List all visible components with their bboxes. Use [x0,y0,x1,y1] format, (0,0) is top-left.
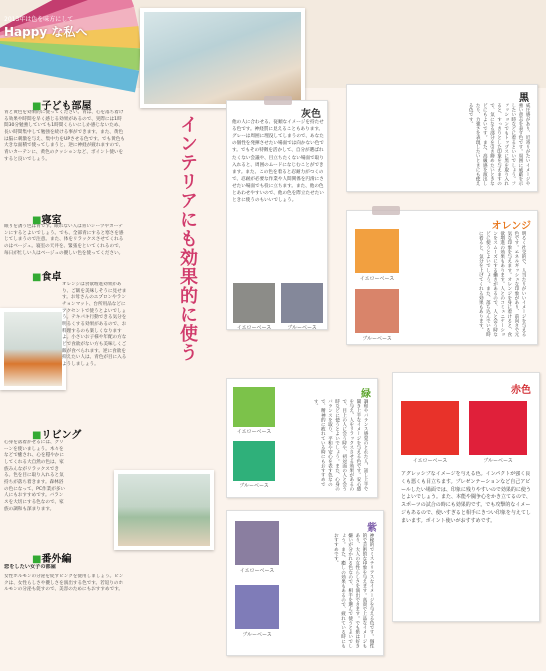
black-label: 黒 [519,93,529,104]
orange-blue-base-label: ブルーベース [362,336,392,342]
red-text: アグレッシブなイメージを与える色。インパクトが強く良くも悪くも目立ちます。プレゼンテーションなど自己アピールしたい場面では、印象に残りやすいので効果的に使うとよいでしょう。また、本能や闘争心をかき立てるので、スポーツの試合の時にも効果的です。でも攻撃的なイメージもあるので、使いすぎると相手にきつい印象を与えてしまいます。ポイント使いがおすすめです。 [401,471,531,524]
green-label: 緑 [361,389,371,400]
black-text: 威圧感があり、近寄りがたいイメージや強い意志を表す色です。周囲に威厳を示したい時などに着るといいでしょう。ファッションでもトップスに黒を取り入れると、すっきりとした印象を与えますので、気になる部分を引き締めたいときなどにもよいです。また、高級感を演出したり、力強さを表現したいときにも使える色です。 [468,103,530,186]
gray-text: 他の人に合わせる、従順なイメージを持たせる色です。神経質に見えることもあります。グレーは周囲に埋没してしまうので、あなたの個性を発揮させたい場面では向かない色です。でもその特徴を活かして、自分が選ばれたくない会議や、目立ちたくない場面で取り入れると、周囲のムードになじむことができます。また、この色を着ると忍耐力がつくので、忍耐が必要な作業や人間関係を円滑にさせたい場面でも役に立ちます。また、他の色とあわせやすいので、他の色を際立たせたいときに使うのもいいでしょう。 [232,120,324,204]
red-card [392,372,540,622]
purple-yellow-base-swatch [235,521,279,565]
dining-text: オレンジは食欲増進効果があり、ご飯を美味しそうに見せます。お母さんのエプロンやランチョンマット、台所用品などにアクセントで使うとよいでしょう。テキパキ行動できる気分を明るくする効果があるので、お料理するのも楽しくなりますよ。小さいお子様や年配の方などで食欲がない方も美味しくご飯が食べられます。逆に食欲を抑えたい人は、青色が目に入るようしましょう。 [62,282,127,367]
orange-yellow-base-label: イエローベース [359,276,395,282]
header-brand: Happy な私へ [4,25,88,39]
living-heading: ■リビング [32,430,82,441]
purple-card [226,510,384,656]
gray-yellow-base-label: イエローベース [236,325,272,331]
orange-card [346,210,538,345]
purple-blue-base-swatch [235,585,279,629]
gray-card [226,100,328,330]
extra-text: 女性ホルモンの分泌を促すピンクを使用しましょう。ピンクは、女性らしさや優しさを演出する色です。若返りのホルモンの分泌も促すので、美容のためにもおすすめです。 [4,574,124,593]
gray-label: 灰色 [301,109,321,120]
green-yellow-base-label: イエローベース [236,429,272,435]
orange-text: 明るく社交的で、人当たりがいいイメージを与える色です。エネルギッシュな印象があり、前向きで元気な印象を与えます。オレンジを身に着けると、食欲増進の効果もあります。人とのコミュニケーションをスムーズにする働きがあるので、人と会う時などに使うとよいでしょう。また、落ち込んでいる時に着ると、気分を上げてくれる効果もあります。 [478,231,526,337]
black-card [346,84,538,192]
gray-blue-base-swatch [281,283,323,323]
header-tagline: 2013年は色を味方にして [4,16,74,23]
paper-clip-decoration [372,206,400,215]
gray-blue-base-label: ブルーベース [287,325,317,331]
green-card [226,378,378,498]
extra-subheading: 恋をしたい女子の部屋 [4,564,56,570]
kids-room-heading: ■子ども部屋 [32,101,92,112]
kids-room-text: 青と黄色を効果的に使ってください。青は、心を落ち着ける効果や時間を早く感じる効果があるので、実際には1時間30分勉強していても1時間くらいにしか感じないため、長い時間集中して勉強を続ける事ができます。また、黄色は脳に刺激を与え、集中力をUPさせる色です。でも黄色も大きな面積で使ってしまうと、逆に神経が疲れますので、青いカーテンに、黄色のクッションなど、ポイント使いをすると良いでしょう。 [4,110,125,162]
extra-heading: ■番外編 [32,554,72,565]
red-blue-base-label: ブルーベース [483,458,513,464]
purple-blue-base-label: ブルーベース [242,632,272,638]
red-yellow-base-label: イエローベース [412,458,448,464]
red-label: 赤色 [511,385,531,396]
paper-clip-decoration [264,96,292,105]
living-text: 心身を落着かせるには、グリーンを使いましょう。木々をなどで癒され、心を穏やかにしてくれる大自然の色は、家族みんながリラックスできる。色を目に取り入れると気持ちが落ち着きます。森林浴の色になって、PC作業が多い人にもおすすめです。バランスを大切にする色なので、家族の調和も深まります。 [4,440,66,512]
purple-yellow-base-label: イエローベース [239,568,275,574]
green-yellow-base-swatch [233,387,275,427]
dining-heading: ■食卓 [32,272,62,283]
page-title: インテリアにも効果的に使う [177,115,198,362]
bedroom-heading: ■寝室 [32,215,62,226]
gray-yellow-base-swatch [233,283,275,323]
dining-photo [0,308,66,390]
green-blue-base-swatch [233,441,275,481]
bedroom-text: 眠りを誘う色は青です。眠れない人は青いシーツやカーテンにするとよいでしょう。でも、全部青にすると寒さを感じてしまうので注意。また、体をリラックスさせてくれるのはベージュ。寝室の天井を、緊張をといてくれるので、毎日が忙しい人はベージュの優しい色を使ってください。 [4,224,124,256]
green-blue-base-label: ブルーベース [239,483,269,489]
room-photo-top [140,8,305,108]
living-photo [114,470,214,550]
orange-blue-base-swatch [355,289,399,333]
orange-label: オレンジ [491,221,531,232]
green-text: 調和やバランス感覚のとれた人、話し上手で聞き上手なイメージを与える色です。安心感を与え、人をリラックスさせる効果があるので、目上の人に会う時や、初対面の人と会う時などに使うとよいでしょう。また、心身のバランスを取り、平和や安心を表す色なので、精神的に疲れている時にもおすすめです。 [313,399,368,491]
purple-text: 神秘的でミステリアスなイメージを与える色です。個性的で芸術的な印象を与えます。高貴で上品なイメージもあり、大人の女性らしさを演出できます。でも紫は好き嫌いが分かれる色なので、相手を選んで使うとよいでしょう。また、癒しの効果もあるので、疲れている時にもおすすめです。 [333,533,374,648]
header-logo [4,14,87,40]
red-blue-base-swatch [469,401,527,455]
orange-yellow-base-swatch [355,229,399,273]
purple-label: 紫 [367,523,377,534]
red-yellow-base-swatch [401,401,459,455]
